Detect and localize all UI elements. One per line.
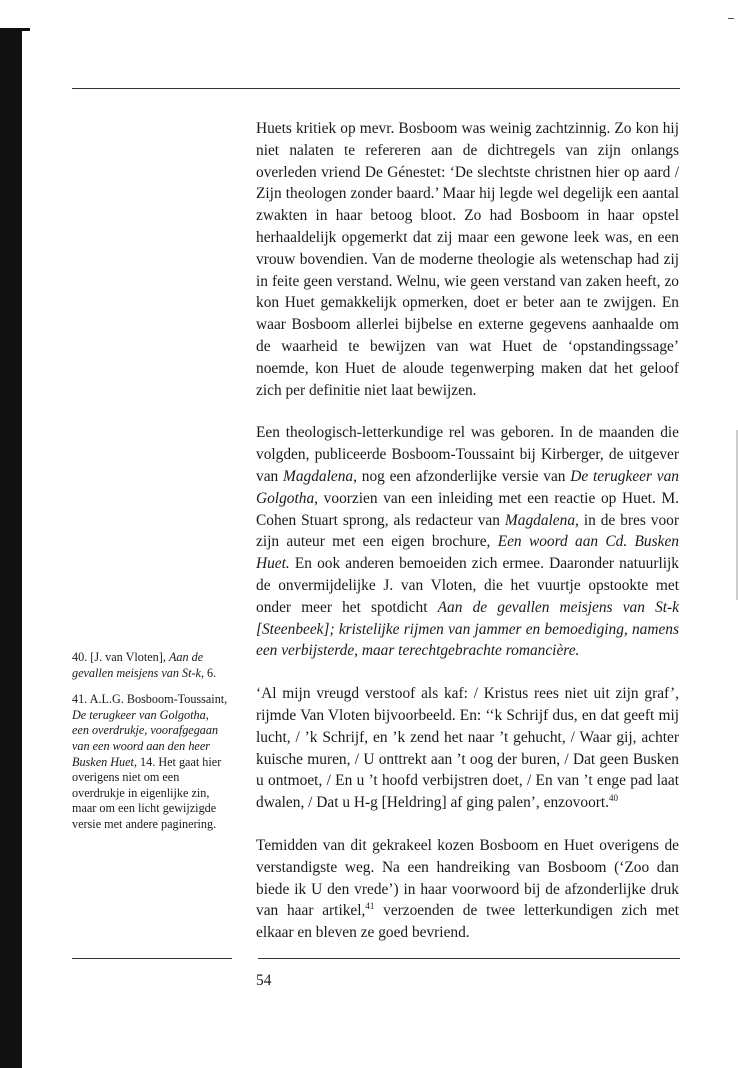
paragraph-4-text: verzoenden de twee letterkundigen zich met elkaar en bleven ze goed bevriend. bbox=[256, 902, 679, 942]
title-magdalena: Magdalena bbox=[504, 511, 576, 529]
paragraph-2-text: , in de bres voor zijn auteur met een eigen brochure, bbox=[256, 511, 680, 551]
footnote-number: 40. bbox=[72, 650, 88, 664]
paragraph-2-text: En ook anderen bemoeiden zich ermee. Daaronder natuurlijk de onvermijdelijke J. van Vloten, die het vuurtje opstookte met onder meer het spotdicht bbox=[256, 555, 679, 616]
paragraph-4 bbox=[256, 835, 679, 944]
margin-notes bbox=[72, 650, 228, 844]
paragraph-3-text: ‘Al mijn vreugd verstoof als kaf: / Kristus rees niet uit zijn graf’, rijmde Van Vloten bijvoorbeeld. En: ‘‘k Schrijf dus, en dat geeft mij lucht, / ’k Schrijf, en ’k zend het naar ’t gehucht, / Waar gij, achter kuische muren, / U onttrekt aan ’t oog der buren, / Dat geen Busken u ontmoet, / En u ’t hoofd verbijstren doet, / En van ’t enge pad laat dwalen, / Dat u H-g [Heldring] af ging palen’, enzovoort. bbox=[256, 685, 679, 812]
paragraph-2-text: , voorzien van een inleiding met een reactie op Huet. M. Cohen Stuart sprong, als redacteur van bbox=[256, 489, 679, 529]
footnote-ref-40: 40 bbox=[609, 792, 619, 803]
footer-rule-left bbox=[72, 958, 232, 959]
title-terugkeer: De terugkeer van Golgotha bbox=[256, 467, 679, 507]
footnote-number: 41. bbox=[72, 692, 88, 707]
paragraph-3 bbox=[256, 683, 679, 814]
footnote-41 bbox=[72, 692, 228, 832]
binding-edge-tick bbox=[0, 28, 30, 31]
main-text-column bbox=[256, 118, 679, 944]
title-spotdicht: Aan de gevallen meisjens van St-k [Steenbeek]; kristelijke rijmen van jammer en bemoediging, namens een verbijsterde, maar terechtgebrachte romancière. bbox=[256, 598, 679, 660]
paragraph-4-text: Temidden van dit gekrakeel kozen Bosboom en Huet overigens de verstandigste weg. Na een handreiking van Bosboom (‘Zoo dan biede ik U den vrede’) in haar voorwoord bij de afzonderlijke druk van haar artikel, bbox=[256, 836, 679, 920]
footnote-text: , 14. Het gaat hier overigens niet om een overdrukje in eigenlijke zin, maar om een licht gewijzigde versie met andere paginering. bbox=[72, 754, 222, 831]
footnote-text: [J. van Vloten], bbox=[90, 650, 169, 664]
footnote-text: , 6. bbox=[200, 665, 217, 680]
footnote-title: Aan de gevallen meisjens van St-k bbox=[72, 650, 204, 680]
title-magdalena: Magdalena bbox=[283, 467, 354, 485]
header-rule bbox=[72, 88, 680, 89]
paragraph-2-text: Een theologisch-letterkundige rel was geboren. In de maanden die volgden, publiceerde Bosboom-Toussaint bij Kirberger, de uitgever van bbox=[256, 424, 679, 485]
paragraph-2-text: , nog een afzonderlijke versie van bbox=[353, 467, 571, 485]
page-number: 54 bbox=[256, 972, 272, 989]
footer-rule-right bbox=[258, 958, 680, 959]
footnote-40 bbox=[72, 650, 228, 681]
footnote-text: A.L.G. Bosboom-Toussaint, bbox=[89, 692, 228, 707]
scan-edge-mark bbox=[728, 18, 734, 19]
binding-edge-shadow bbox=[0, 28, 22, 1068]
footnote-title: De terugkeer van Golgotha, een overdrukje, voorafgegaan van een woord aan den heer Busken Huet bbox=[72, 707, 219, 769]
footnote-ref-41: 41 bbox=[365, 901, 375, 912]
paragraph-2 bbox=[256, 422, 679, 662]
paragraph-1: Huets kritiek op mevr. Bosboom was weinig zachtzinnig. Zo kon hij niet nalaten te refereren aan de dichtregels van zijn onlangs overleden vriend De Génestet: ‘De slechtste christnen hier op aard / Zijn theologen zonder baard.’ Maar hij legde wel degelijk een aantal zwakten in haar betoog bloot. Zo had Bosboom in haar opstel herhaaldelijk opgemerkt dat zij maar een gewone leek was, en een vrouw bovendien. Van de moderne theologie als wetenschap had zij in feite geen verstand. Welnu, wie geen verstand van zaken heeft, zo kon Huet gemakkelijk opmerken, doet er beter aan te zwijgen. En waar Bosboom allerlei bijbelse en externe gegevens aanhaalde om de waarheid te bewijzen van wat Huet de ‘opstandingssage’ noemde, kon Huet de aloude tegenwerping maken dat het geloof zich per definitie niet laat bewijzen. bbox=[256, 120, 679, 399]
title-een-woord: Een woord aan Cd. Busken Huet. bbox=[256, 533, 679, 573]
